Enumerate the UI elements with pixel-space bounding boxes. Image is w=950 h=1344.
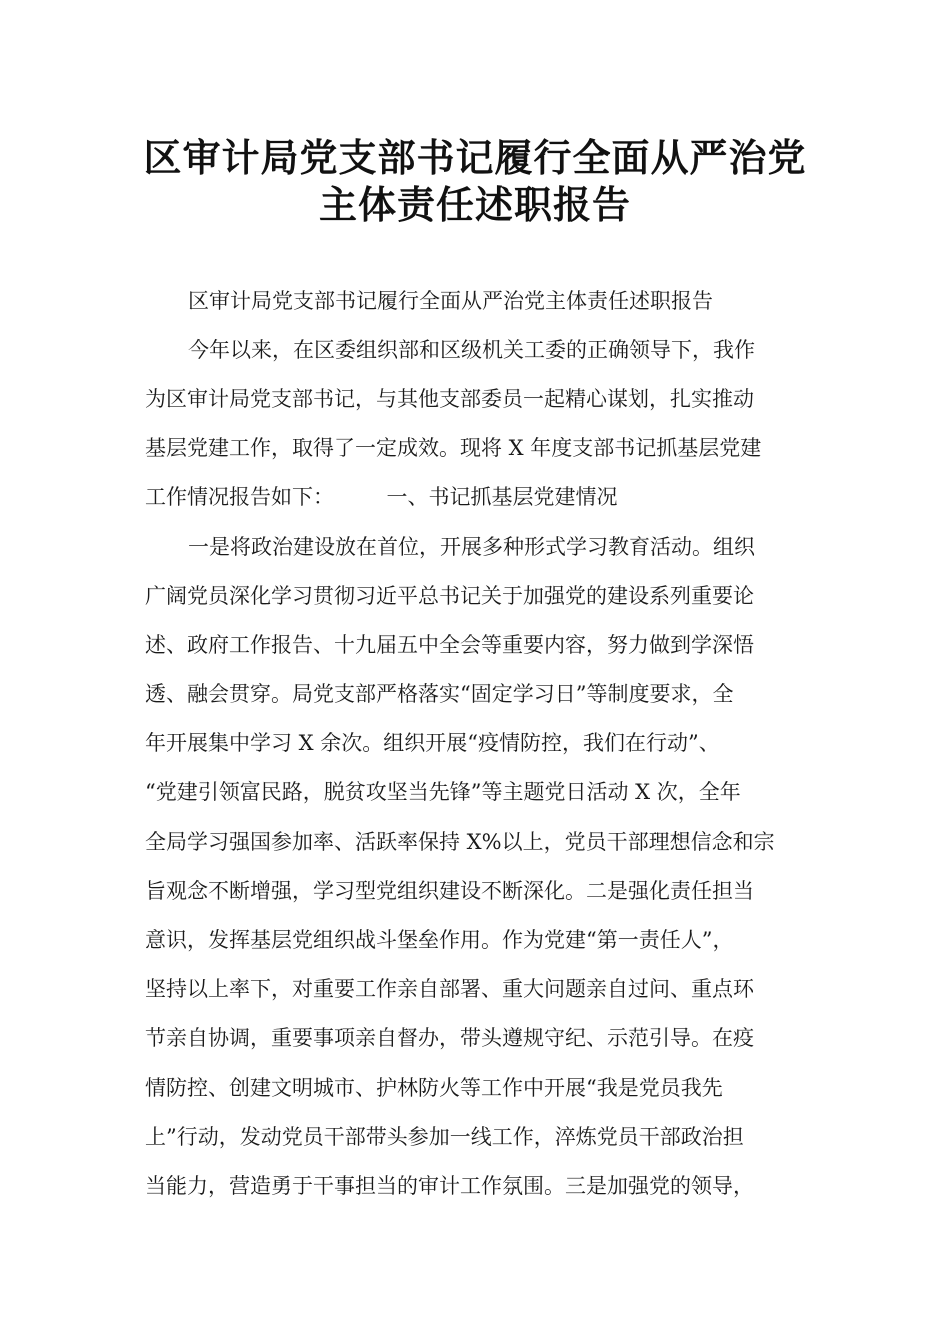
body-line-4: 基层党建工作，取得了一定成效。现将 X 年度支部书记抓基层党建 [145, 436, 762, 460]
body-line-17: 情防控、创建文明城市、护林防火等工作中开展“我是党员我先 [145, 1076, 723, 1100]
body-line-10: 年开展集中学习 X 余次。组织开展“疫情防控，我们在行动”、 [145, 731, 720, 755]
body-line-1: 区审计局党支部书记履行全面从严治党主体责任述职报告 [188, 289, 713, 313]
body-line-14: 意识，发挥基层党组织战斗堡垒作用。作为党建“第一责任人”， [145, 928, 734, 952]
body-line-11: “党建引领富民路，脱贫攻坚当先锋”等主题党日活动 X 次，全年 [145, 780, 741, 804]
body-line-12: 全局学习强国参加率、活跃率保持 X%以上，党员干部理想信念和宗 [145, 830, 775, 854]
body-line-3: 为区审计局党支部书记，与其他支部委员一起精心谋划，扎实推动 [145, 387, 754, 411]
body-line-5: 工作情况报告如下： 一、书记抓基层党建情况 [145, 485, 618, 509]
body-line-6: 一是将政治建设放在首位，开展多种形式学习教育活动。组织 [188, 535, 755, 559]
body-line-15: 坚持以上率下，对重要工作亲自部署、重大问题亲自过问、重点环 [145, 977, 754, 1001]
body-line-8: 述、政府工作报告、十九届五中全会等重要内容，努力做到学深悟 [145, 633, 754, 657]
document-title-line-1: 区审计局党支部书记履行全面从严治党 [143, 136, 807, 180]
body-line-18: 上”行动，发动党员干部带头参加一线工作，淬炼党员干部政治担 [145, 1125, 744, 1149]
document-title-line-2: 主体责任述职报告 [318, 183, 631, 227]
body-line-2: 今年以来，在区委组织部和区级机关工委的正确领导下，我作 [188, 338, 755, 362]
body-line-13: 旨观念不断增强，学习型党组织建设不断深化。二是强化责任担当 [145, 879, 754, 903]
body-line-7: 广阔党员深化学习贯彻习近平总书记关于加强党的建设系列重要论 [145, 584, 754, 608]
body-line-16: 节亲自协调，重要事项亲自督办，带头遵规守纪、示范引导。在疫 [145, 1026, 754, 1050]
body-line-9: 透、融会贯穿。局党支部严格落实“固定学习日”等制度要求，全 [145, 682, 734, 706]
body-line-19: 当能力，营造勇于干事担当的审计工作氛围。三是加强党的领导， [145, 1174, 754, 1198]
